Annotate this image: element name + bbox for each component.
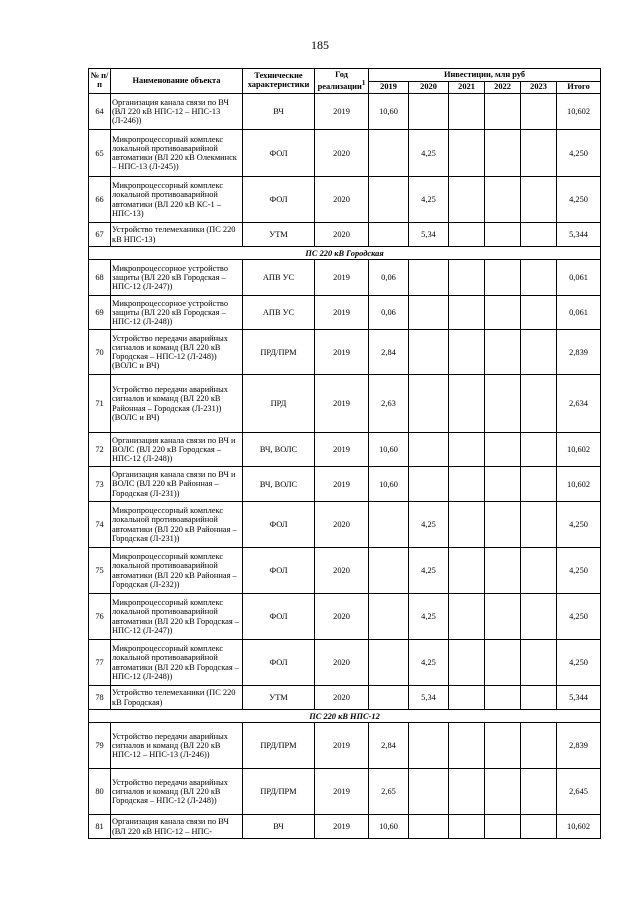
row-name: Организация канала связи по ВЧ и ВОЛС (ВЛ 220 кВ Городская – НПС-12 (Л-248)) xyxy=(111,433,243,467)
row-year: 2020 xyxy=(315,502,369,548)
section-title: ПС 220 кВ Городская xyxy=(89,247,601,260)
row-2021 xyxy=(449,502,485,548)
row-2023 xyxy=(521,260,557,296)
row-2020 xyxy=(409,815,449,839)
table-row xyxy=(89,815,601,839)
header-total: Итого xyxy=(557,82,601,94)
row-2020 xyxy=(409,260,449,296)
row-num: 66 xyxy=(89,177,111,223)
row-2020 xyxy=(409,375,449,433)
row-2022 xyxy=(485,686,521,710)
row-tech: ПРД/ПРМ xyxy=(243,330,315,375)
row-tech: ВЧ, ВОЛС xyxy=(243,433,315,467)
row-2021 xyxy=(449,296,485,330)
row-2019: 10,60 xyxy=(369,433,409,467)
row-2021 xyxy=(449,686,485,710)
row-2023 xyxy=(521,296,557,330)
header-2023: 2023 xyxy=(521,82,557,94)
row-total: 10,602 xyxy=(557,433,601,467)
table-row xyxy=(89,177,601,223)
row-2019: 2,84 xyxy=(369,723,409,769)
row-2021 xyxy=(449,815,485,839)
section-row xyxy=(89,710,601,723)
row-2019 xyxy=(369,502,409,548)
row-num: 72 xyxy=(89,433,111,467)
row-2021 xyxy=(449,594,485,640)
row-2022 xyxy=(485,467,521,502)
row-total: 10,602 xyxy=(557,467,601,502)
table-row xyxy=(89,548,601,594)
row-total: 2,839 xyxy=(557,330,601,375)
row-year: 2020 xyxy=(315,548,369,594)
row-year: 2020 xyxy=(315,223,369,247)
header-num: № п/п xyxy=(89,69,111,94)
table-row xyxy=(89,296,601,330)
row-year: 2019 xyxy=(315,723,369,769)
row-2023 xyxy=(521,433,557,467)
row-tech: ФОЛ xyxy=(243,640,315,686)
row-2022 xyxy=(485,548,521,594)
row-2021 xyxy=(449,723,485,769)
row-2019: 10,60 xyxy=(369,467,409,502)
row-num: 74 xyxy=(89,502,111,548)
header-invest: Инвестиции, млн руб xyxy=(369,69,601,82)
table-row xyxy=(89,223,601,247)
row-name: Устройство передачи аварийных сигналов и команд (ВЛ 220 кВ Городская – НПС-12 (Л-248)) xyxy=(111,769,243,815)
row-tech: ВЧ xyxy=(243,94,315,130)
row-2021 xyxy=(449,130,485,177)
row-2020: 4,25 xyxy=(409,594,449,640)
row-name: Микропроцессорное устройство защиты (ВЛ 220 кВ Городская – НПС-12 (Л-247)) xyxy=(111,260,243,296)
row-tech: ФОЛ xyxy=(243,177,315,223)
header-2019: 2019 xyxy=(369,82,409,94)
row-total: 4,250 xyxy=(557,130,601,177)
row-year: 2019 xyxy=(315,330,369,375)
row-year: 2019 xyxy=(315,375,369,433)
row-name: Устройство передачи аварийных сигналов и команд (ВЛ 220 кВ Районная – Городская (Л-231)) (ВОЛС и ВЧ) xyxy=(111,375,243,433)
row-name: Микропроцессорное устройство защиты (ВЛ 220 кВ Городская – НПС-12 (Л-248)) xyxy=(111,296,243,330)
row-name: Микропроцессорный комплекс локальной противоаварийной автоматики (ВЛ 220 кВ Городская – НПС-12 (Л-248)) xyxy=(111,640,243,686)
row-year: 2019 xyxy=(315,467,369,502)
row-year: 2019 xyxy=(315,815,369,839)
table-row xyxy=(89,467,601,502)
row-year: 2020 xyxy=(315,177,369,223)
row-num: 65 xyxy=(89,130,111,177)
table-body xyxy=(89,94,601,839)
row-2022 xyxy=(485,223,521,247)
row-2019: 0,06 xyxy=(369,296,409,330)
row-2019 xyxy=(369,223,409,247)
row-2022 xyxy=(485,94,521,130)
row-num: 68 xyxy=(89,260,111,296)
row-name: Микропроцессорный комплекс локальной противоаварийной автоматики (ВЛ 220 кВ Районная – Городская (Л-232)) xyxy=(111,548,243,594)
row-2022 xyxy=(485,769,521,815)
row-name: Микропроцессорный комплекс локальной противоаварийной автоматики (ВЛ 220 кВ Городская – НПС-12 (Л-247)) xyxy=(111,594,243,640)
row-2021 xyxy=(449,94,485,130)
row-2023 xyxy=(521,375,557,433)
row-total: 2,839 xyxy=(557,723,601,769)
row-name: Микропроцессорный комплекс локальной противоаварийной автоматики (ВЛ 220 кВ КС-1 – НПС-13) xyxy=(111,177,243,223)
row-year: 2020 xyxy=(315,640,369,686)
row-num: 67 xyxy=(89,223,111,247)
row-name: Организация канала связи по ВЧ (ВЛ 220 кВ НПС-12 – НПС- xyxy=(111,815,243,839)
row-2022 xyxy=(485,502,521,548)
row-2019 xyxy=(369,686,409,710)
row-total: 0,061 xyxy=(557,260,601,296)
row-year: 2019 xyxy=(315,433,369,467)
row-2020: 4,25 xyxy=(409,640,449,686)
row-num: 70 xyxy=(89,330,111,375)
row-2022 xyxy=(485,640,521,686)
row-2021 xyxy=(449,330,485,375)
row-2021 xyxy=(449,548,485,594)
row-2023 xyxy=(521,502,557,548)
row-2020 xyxy=(409,723,449,769)
row-2020: 4,25 xyxy=(409,130,449,177)
row-2020 xyxy=(409,769,449,815)
row-total: 5,344 xyxy=(557,223,601,247)
row-2019 xyxy=(369,548,409,594)
row-2021 xyxy=(449,375,485,433)
header-year-footnote: 1 xyxy=(361,78,366,87)
row-2021 xyxy=(449,467,485,502)
row-tech: АПВ УС xyxy=(243,260,315,296)
table-row xyxy=(89,502,601,548)
row-2022 xyxy=(485,130,521,177)
row-tech: ВЧ, ВОЛС xyxy=(243,467,315,502)
row-name: Устройство телемеханики (ПС 220 кВ Городская) xyxy=(111,686,243,710)
row-2023 xyxy=(521,815,557,839)
row-num: 79 xyxy=(89,723,111,769)
row-2021 xyxy=(449,260,485,296)
row-total: 0,061 xyxy=(557,296,601,330)
row-total: 10,602 xyxy=(557,94,601,130)
row-2023 xyxy=(521,640,557,686)
row-2023 xyxy=(521,223,557,247)
header-2020: 2020 xyxy=(409,82,449,94)
table-row xyxy=(89,375,601,433)
table-row xyxy=(89,640,601,686)
table-row xyxy=(89,686,601,710)
row-tech: АПВ УС xyxy=(243,296,315,330)
row-name: Устройство передачи аварийных сигналов и команд (ВЛ 220 кВ Городская – НПС-12 (Л-248)) (ВОЛС и ВЧ) xyxy=(111,330,243,375)
row-2023 xyxy=(521,467,557,502)
row-total: 5,344 xyxy=(557,686,601,710)
header-name: Наименование объекта xyxy=(111,69,243,94)
row-2022 xyxy=(485,815,521,839)
row-2019: 10,60 xyxy=(369,815,409,839)
row-2022 xyxy=(485,594,521,640)
row-tech: ПРД/ПРМ xyxy=(243,723,315,769)
row-2022 xyxy=(485,330,521,375)
row-2020 xyxy=(409,296,449,330)
row-tech: ПРД xyxy=(243,375,315,433)
row-2019 xyxy=(369,640,409,686)
row-2020: 5,34 xyxy=(409,223,449,247)
row-name: Организация канала связи по ВЧ и ВОЛС (ВЛ 220 кВ Районная – Городская (Л-231)) xyxy=(111,467,243,502)
row-num: 75 xyxy=(89,548,111,594)
section-row xyxy=(89,247,601,260)
page-number: 185 xyxy=(311,38,329,52)
row-tech: ПРД/ПРМ xyxy=(243,769,315,815)
row-2019: 2,84 xyxy=(369,330,409,375)
row-year: 2020 xyxy=(315,594,369,640)
row-total: 4,250 xyxy=(557,502,601,548)
row-2020 xyxy=(409,433,449,467)
row-tech: УТМ xyxy=(243,686,315,710)
row-num: 80 xyxy=(89,769,111,815)
row-year: 2019 xyxy=(315,260,369,296)
row-tech: ФОЛ xyxy=(243,502,315,548)
table-row xyxy=(89,594,601,640)
row-2019: 2,65 xyxy=(369,769,409,815)
table-row xyxy=(89,130,601,177)
row-2020: 4,25 xyxy=(409,177,449,223)
row-num: 71 xyxy=(89,375,111,433)
row-2021 xyxy=(449,640,485,686)
row-total: 2,645 xyxy=(557,769,601,815)
row-2022 xyxy=(485,375,521,433)
row-num: 76 xyxy=(89,594,111,640)
row-2020: 4,25 xyxy=(409,502,449,548)
row-2019: 2,63 xyxy=(369,375,409,433)
row-year: 2019 xyxy=(315,296,369,330)
header-year xyxy=(315,69,369,94)
row-2019 xyxy=(369,130,409,177)
row-year: 2019 xyxy=(315,94,369,130)
row-tech: УТМ xyxy=(243,223,315,247)
row-2019: 10,60 xyxy=(369,94,409,130)
row-total: 4,250 xyxy=(557,177,601,223)
row-tech: ФОЛ xyxy=(243,548,315,594)
table-row xyxy=(89,260,601,296)
row-name: Организация канала связи по ВЧ (ВЛ 220 кВ НПС-12 – НПС-13 (Л-246)) xyxy=(111,94,243,130)
row-name: Устройство передачи аварийных сигналов и команд (ВЛ 220 кВ НПС-12 – НПС-13 (Л-246)) xyxy=(111,723,243,769)
row-2022 xyxy=(485,296,521,330)
row-2021 xyxy=(449,223,485,247)
row-2022 xyxy=(485,177,521,223)
row-num: 64 xyxy=(89,94,111,130)
row-2023 xyxy=(521,130,557,177)
row-tech: ФОЛ xyxy=(243,594,315,640)
row-2021 xyxy=(449,769,485,815)
row-name: Микропроцессорный комплекс локальной противоаварийной автоматики (ВЛ 220 кВ Районная – Городская (Л-231)) xyxy=(111,502,243,548)
row-year: 2019 xyxy=(315,769,369,815)
row-2022 xyxy=(485,723,521,769)
row-2019 xyxy=(369,594,409,640)
row-2019 xyxy=(369,177,409,223)
row-2023 xyxy=(521,769,557,815)
row-2023 xyxy=(521,686,557,710)
row-total: 4,250 xyxy=(557,548,601,594)
section-title: ПС 220 кВ НПС-12 xyxy=(89,710,601,723)
table-row xyxy=(89,769,601,815)
row-total: 4,250 xyxy=(557,640,601,686)
row-year: 2020 xyxy=(315,686,369,710)
row-num: 69 xyxy=(89,296,111,330)
row-2020 xyxy=(409,94,449,130)
table-row xyxy=(89,433,601,467)
header-year-text: Год реализации xyxy=(317,69,362,91)
investment-table xyxy=(88,68,601,839)
row-2021 xyxy=(449,433,485,467)
row-2023 xyxy=(521,594,557,640)
row-num: 73 xyxy=(89,467,111,502)
header-2021: 2021 xyxy=(449,82,485,94)
header-tech: Технические характеристики xyxy=(243,69,315,94)
row-2022 xyxy=(485,260,521,296)
row-tech: ВЧ xyxy=(243,815,315,839)
row-2023 xyxy=(521,723,557,769)
row-2023 xyxy=(521,330,557,375)
row-2020 xyxy=(409,467,449,502)
row-total: 4,250 xyxy=(557,594,601,640)
row-2023 xyxy=(521,548,557,594)
row-num: 78 xyxy=(89,686,111,710)
header-2022: 2022 xyxy=(485,82,521,94)
table-row xyxy=(89,330,601,375)
row-2023 xyxy=(521,177,557,223)
table-row xyxy=(89,723,601,769)
row-name: Микропроцессорный комплекс локальной противоаварийной автоматики (ВЛ 220 кВ Олекминск – НПС-13 (Л-245)) xyxy=(111,130,243,177)
row-2022 xyxy=(485,433,521,467)
row-2019: 0,06 xyxy=(369,260,409,296)
row-tech: ФОЛ xyxy=(243,130,315,177)
row-2020: 5,34 xyxy=(409,686,449,710)
row-2021 xyxy=(449,177,485,223)
row-2020 xyxy=(409,330,449,375)
row-2023 xyxy=(521,94,557,130)
row-num: 77 xyxy=(89,640,111,686)
table-row xyxy=(89,94,601,130)
row-year: 2020 xyxy=(315,130,369,177)
row-num: 81 xyxy=(89,815,111,839)
row-total: 2,634 xyxy=(557,375,601,433)
row-2020: 4,25 xyxy=(409,548,449,594)
row-total: 10,602 xyxy=(557,815,601,839)
row-name: Устройство телемеханики (ПС 220 кВ НПС-13) xyxy=(111,223,243,247)
